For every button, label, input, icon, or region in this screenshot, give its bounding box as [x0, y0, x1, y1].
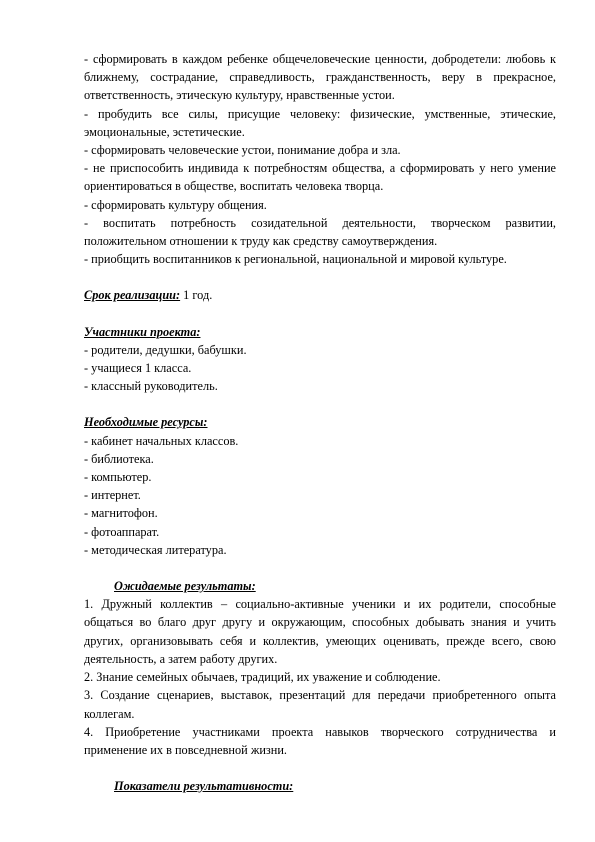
- goal-item: - сформировать культуру общения.: [84, 197, 267, 212]
- list-item: - фотоаппарат.: [84, 524, 160, 539]
- result-item: 1. Дружный коллектив – социально-активные ученики и их родители, способные общаться во благо друг другу и окружающим, способных добывать знания и учить других, организовывать себя и коллектив, умеющих оценивать, прежде всего, свою деятельность, а затем работу других.: [84, 597, 556, 666]
- resources-heading: Необходимые ресурсы:: [84, 415, 208, 430]
- result-item: 2. Знание семейных обычаев, традиций, их уважение и соблюдение.: [84, 670, 441, 685]
- term-value: 1 год.: [180, 288, 213, 303]
- goal-item: - приобщить воспитанников к региональной, национальной и мировой культуре.: [84, 252, 507, 267]
- list-item: - родители, дедушки, бабушки.: [84, 342, 247, 357]
- list-item: - библиотека.: [84, 451, 154, 466]
- list-item: - методическая литература.: [84, 542, 227, 557]
- goal-item: - воспитать потребность созидательной деятельности, творческом развитии, положительном отношении к труду как средству самоутверждения.: [84, 215, 556, 249]
- list-item: - компьютер.: [84, 470, 152, 485]
- list-item: - учащиеся 1 класса.: [84, 361, 192, 376]
- result-item: 3. Создание сценариев, выставок, презентаций для передачи приобретенного опыта коллегам.: [84, 688, 556, 721]
- participants-heading: Участники проекта:: [84, 324, 201, 339]
- goal-item: - сформировать человеческие устои, понимание добра и зла.: [84, 143, 401, 158]
- goal-item: - не приспособить индивида к потребностям общества, а сформировать у него умение ориентироваться в обществе, воспитать человека творца.: [84, 161, 556, 194]
- goal-item: - пробудить все силы, присущие человеку: физические, умственные, этические, эмоциональные, эстетические.: [84, 106, 556, 139]
- list-item: - магнитофон.: [84, 506, 158, 521]
- goal-item: - сформировать в каждом ребенке общечеловеческие ценности, добродетели: любовь к ближнему, сострадание, справедливость, гражданственность, веру в прекрасное, ответственность, этическую культуру, нравственные устои.: [84, 52, 556, 103]
- document-page: [84, 50, 556, 795]
- results-heading: Ожидаемые результаты:: [114, 579, 256, 594]
- indicators-heading: Показатели результативности:: [114, 779, 294, 794]
- list-item: - интернет.: [84, 488, 141, 503]
- result-item: 4. Приобретение участниками проекта навыков творческого сотрудничества и применение их в повседневной жизни.: [84, 724, 556, 757]
- list-item: - кабинет начальных классов.: [84, 433, 239, 448]
- term-line: [84, 286, 556, 304]
- goals-list: [84, 50, 556, 268]
- term-heading: Срок реализации:: [84, 288, 181, 303]
- list-item: - классный руководитель.: [84, 379, 218, 394]
